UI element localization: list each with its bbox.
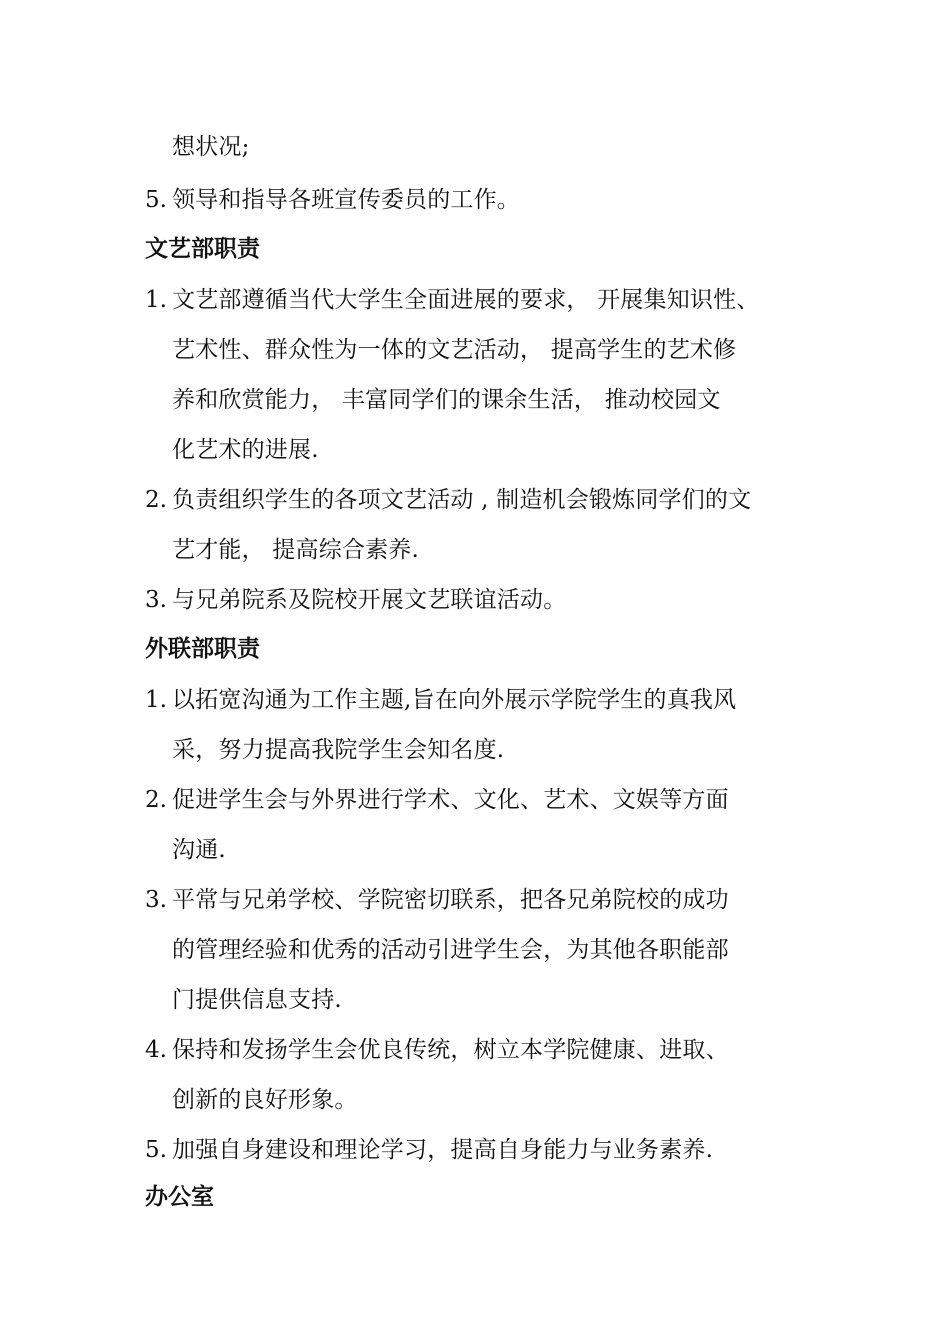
list-number: 5. xyxy=(145,187,167,213)
paragraph-line: 艺术性、群众性为一体的文艺活动， 提高学生的艺术修 xyxy=(172,337,737,363)
list-number: 2. xyxy=(145,787,167,813)
list-number: 3. xyxy=(145,887,167,913)
paragraph-line: 促进学生会与外界进行学术、文化、艺术、文娱等方面 xyxy=(172,787,729,813)
list-number: 3. xyxy=(145,587,167,613)
paragraph-line: 艺才能， 提高综合素养. xyxy=(172,537,420,563)
paragraph-line: 保持和发扬学生会优良传统，树立本学院健康、进取、 xyxy=(172,1037,729,1063)
paragraph-line: 平常与兄弟学校、学院密切联系，把各兄弟院校的成功 xyxy=(172,887,729,913)
paragraph-line: 采，努力提高我院学生会知名度. xyxy=(172,737,505,763)
paragraph-line: 门提供信息支持. xyxy=(172,987,342,1013)
paragraph-line: 养和欣赏能力， 丰富同学们的课余生活， 推动校园文 xyxy=(172,387,721,413)
section-heading-wenyi: 文艺部职责 xyxy=(145,235,260,262)
paragraph-line: 沟通. xyxy=(172,837,226,863)
list-number: 5. xyxy=(145,1137,167,1163)
list-number: 2. xyxy=(145,487,167,513)
section-heading-bangong: 办公室 xyxy=(145,1183,214,1210)
paragraph-line: 创新的良好形象。 xyxy=(172,1087,358,1113)
paragraph-line: 领导和指导各班宣传委员的工作。 xyxy=(172,187,520,213)
section-heading-wailian: 外联部职责 xyxy=(145,635,260,662)
paragraph-line: 以拓宽沟通为工作主题,旨在向外展示学院学生的真我风 xyxy=(172,687,737,713)
paragraph-line: 负责组织学生的各项文艺活动 , 制造机会锻炼同学们的文 xyxy=(172,487,752,513)
paragraph-line: 化艺术的进展. xyxy=(172,437,319,463)
paragraph-line: 加强自身建设和理论学习，提高自身能力与业务素养. xyxy=(172,1137,714,1163)
list-number: 1. xyxy=(145,687,167,713)
paragraph-line: 想状况; xyxy=(172,134,250,160)
paragraph-line: 文艺部遵循当代大学生全面进展的要求， 开展集知识性、 xyxy=(172,287,760,313)
paragraph-line: 的管理经验和优秀的活动引进学生会，为其他各职能部 xyxy=(172,937,729,963)
list-number: 4. xyxy=(145,1037,167,1063)
paragraph-line: 与兄弟院系及院校开展文艺联谊活动。 xyxy=(172,587,567,613)
list-number: 1. xyxy=(145,287,167,313)
